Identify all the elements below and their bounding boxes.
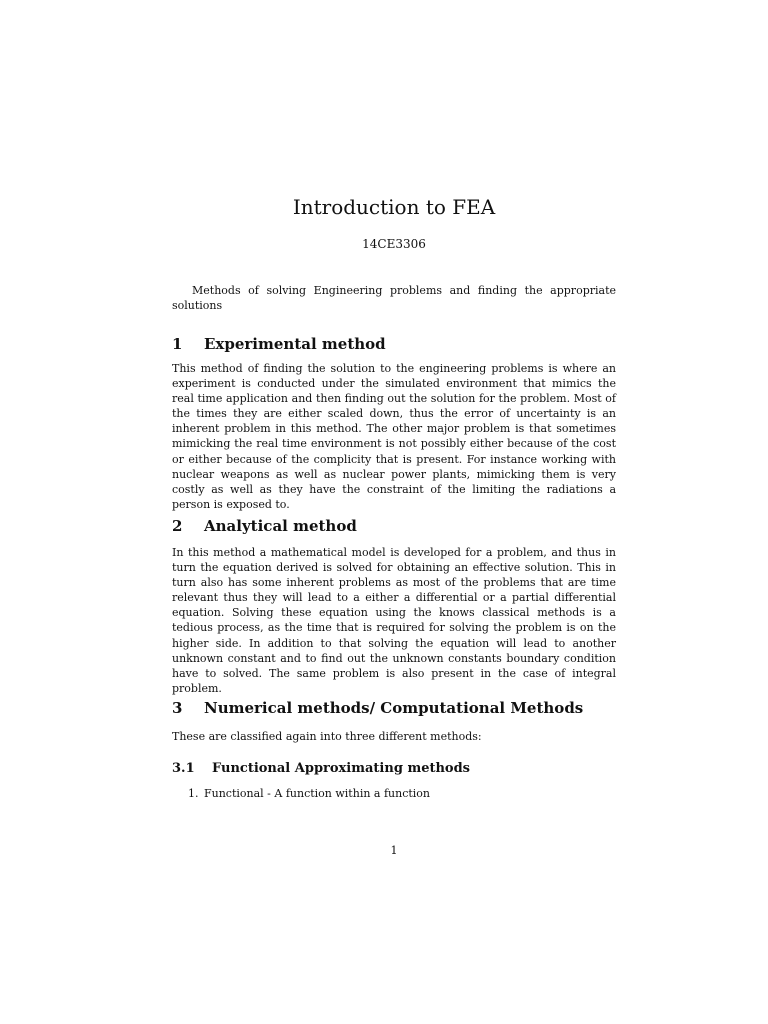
document-author: 14CE3306 xyxy=(362,237,426,251)
section-2-heading xyxy=(172,516,357,536)
subsection-3-1-list xyxy=(172,786,616,801)
page-number: 1 xyxy=(390,844,398,857)
list-item-marker: 1. xyxy=(188,787,199,800)
list-item xyxy=(172,786,616,801)
document-title: Introduction to FEA xyxy=(292,195,496,219)
section-1-number: 1 xyxy=(172,335,183,353)
section-3-heading xyxy=(172,698,583,718)
section-1-body: This method of finding the solution to the engineering problems is where an experiment is conducted under the simulated environment that mimics the real time application and then finding out the solution for the problem. Most of the times they are either scaled down, thus the error of uncertainty is an inherent problem in this method. The other major problem is that sometimes mimicking the real time environment is not possibly either because of the cost or either because of the complicity that is present. For instance working with nuclear weapons as well as nuclear power plants, mimicking them is very costly as well as they have the constraint of the limiting the radiations a person is exposed to. xyxy=(172,362,616,511)
list-item-text: Functional - A function within a function xyxy=(204,787,431,800)
subsection-3-1-number: 3.1 xyxy=(172,761,195,776)
section-2-title: Analytical method xyxy=(204,517,357,535)
section-3-title: Numerical methods/ Computational Methods xyxy=(204,699,584,717)
subsection-3-1-heading xyxy=(172,760,470,778)
section-2-body: In this method a mathematical model is developed for a problem, and thus in turn the equation derived is solved for obtaining an effective solution. This in turn also has some inherent problems as most of the problems that are time relevant thus they will lead to a either a differential or a partial differential equation. Solving these equation using the knows classical methods is a tedious process, as the time that is required for solving the problem is on the higher side. In addition to that solving the equation will lead to another unknown constant and to find out the unknown constants boundary condition have to solved. The same problem is also present in the case of integral problem. xyxy=(172,546,616,695)
section-1-heading xyxy=(172,334,386,354)
section-3-body: These are classified again into three different methods: xyxy=(172,730,482,743)
section-1-title: Experimental method xyxy=(204,335,386,353)
section-2-number: 2 xyxy=(172,517,183,535)
subsection-3-1-title: Functional Approximating methods xyxy=(212,761,471,776)
section-3-number: 3 xyxy=(172,699,183,717)
abstract-text: Methods of solving Engineering problems and finding the appropriate solutions xyxy=(172,284,616,312)
